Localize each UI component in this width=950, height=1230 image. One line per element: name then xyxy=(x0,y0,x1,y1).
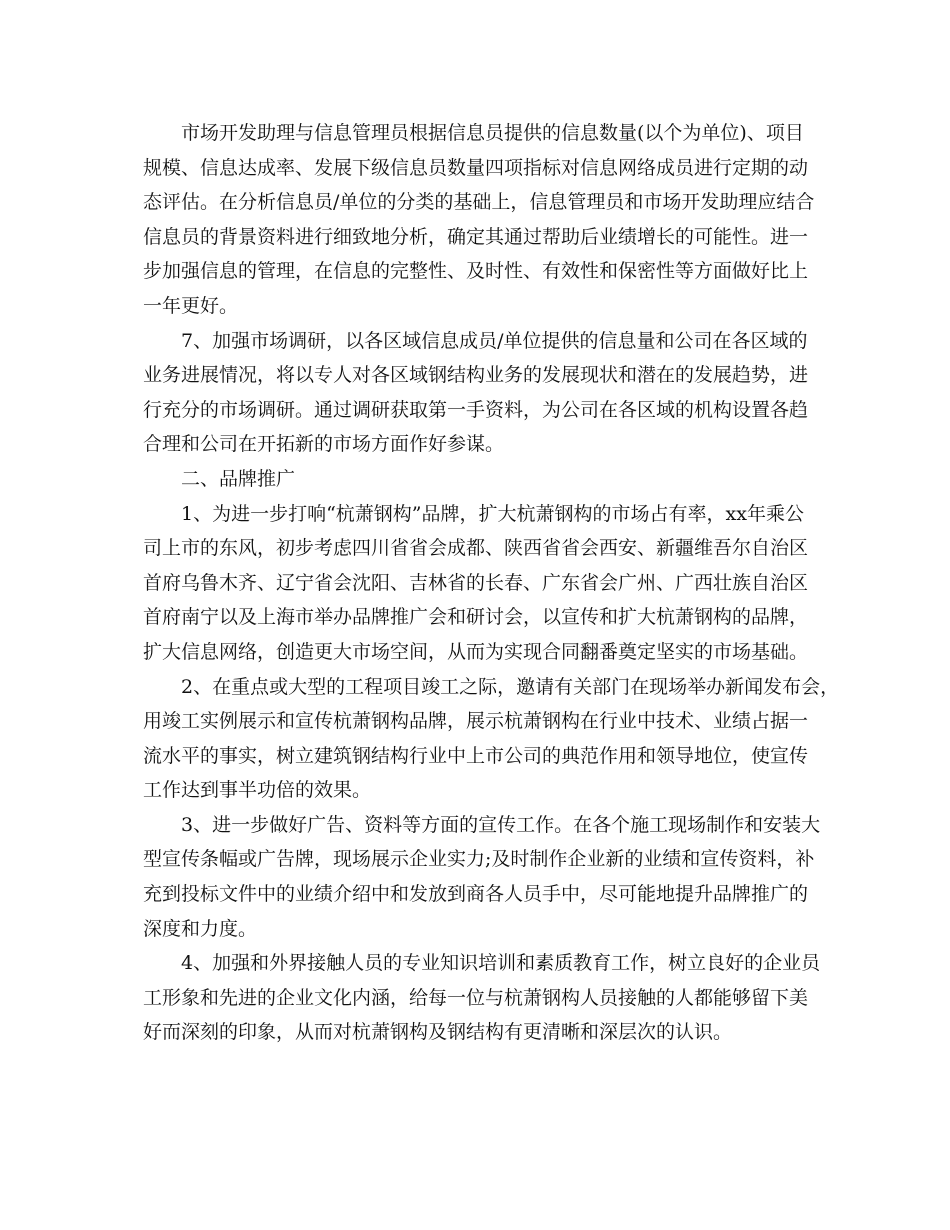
text-line: 信息员的背景资料进行细致地分析，确定其通过帮助后业绩增长的可能性。进一 xyxy=(143,225,809,248)
text-line: 步加强信息的管理，在信息的完整性、及时性、有效性和保密性等方面做好比上 xyxy=(143,260,809,283)
document-body xyxy=(143,116,840,1050)
text-line: 业务进展情况，将以专人对各区域钢结构业务的发展现状和潜在的发展趋势，进 xyxy=(143,364,809,387)
section-heading: 二、品牌推广 xyxy=(181,467,296,490)
text-line: 规模、信息达成率、发展下级信息员数量四项指标对信息网络成员进行定期的动 xyxy=(143,156,809,179)
text-line: 合理和公司在开拓新的市场方面作好参谋。 xyxy=(143,433,505,456)
text-line: 一年更好。 xyxy=(143,294,239,317)
text-line: 行充分的市场调研。通过调研获取第一手资料，为公司在各区域的机构设置各趋 xyxy=(143,398,809,421)
text-line: 司上市的东风，初步考虑四川省省会成都、陕西省省会西安、新疆维吾尔自治区 xyxy=(143,537,809,560)
text-line: 充到投标文件中的业绩介绍中和发放到商各人员手中，尽可能地提升品牌推广的 xyxy=(143,883,809,906)
text-line: 2、在重点或大型的工程项目竣工之际，邀请有关部门在现场举办新闻发布会， xyxy=(181,675,840,698)
section-heading-brand-promotion xyxy=(143,462,815,497)
text-line: 4、加强和外界接触人员的专业知识培训和素质教育工作，树立良好的企业员 xyxy=(181,952,821,975)
text-line: 用竣工实例展示和宣传杭萧钢构品牌，展示杭萧钢构在行业中技术、业绩占据一 xyxy=(143,710,809,733)
paragraph-brand-events xyxy=(143,497,815,670)
text-line: 深度和力度。 xyxy=(143,917,258,940)
text-line: 扩大信息网络，创造更大市场空间，从而为实现合同翻番奠定坚实的市场基础。 xyxy=(143,640,809,663)
text-line: 7、加强市场调研，以各区域信息成员/单位提供的信息量和公司在各区域的 xyxy=(181,329,808,352)
paragraph-market-research xyxy=(143,324,815,462)
paragraph-advertising xyxy=(143,808,821,946)
text-line: 流水平的事实，树立建筑钢结构行业中上市公司的典范作用和领导地位，使宣传 xyxy=(143,744,809,767)
text-line: 首府南宁以及上海市举办品牌推广会和研讨会，以宣传和扩大杭萧钢构的品牌， xyxy=(143,606,809,629)
paragraph-staff-training xyxy=(143,946,821,1050)
paragraph-press-conference xyxy=(143,670,840,808)
text-line: 工形象和先进的企业文化内涵，给每一位与杭萧钢构人员接触的人都能够留下美 xyxy=(143,986,809,1009)
text-line: 好而深刻的印象，从而对杭萧钢构及钢结构有更清晰和深层次的认识。 xyxy=(143,1021,733,1044)
text-line: 1、为进一步打响“杭萧钢构”品牌，扩大杭萧钢构的市场占有率，xx年乘公 xyxy=(181,502,804,525)
text-line: 首府乌鲁木齐、辽宁省会沈阳、吉林省的长春、广东省会广州、广西壮族自治区 xyxy=(143,571,809,594)
text-line: 市场开发助理与信息管理员根据信息员提供的信息数量(以个为单位)、项目 xyxy=(181,122,804,144)
text-line: 3、进一步做好广告、资料等方面的宣传工作。在各个施工现场制作和安装大 xyxy=(181,813,821,836)
paragraph-info-evaluation xyxy=(143,116,815,324)
text-line: 型宣传条幅或广告牌，现场展示企业实力;及时制作企业新的业绩和宣传资料，补 xyxy=(143,848,815,871)
text-line: 工作达到事半功倍的效果。 xyxy=(143,779,372,802)
text-line: 态评估。在分析信息员/单位的分类的基础上，信息管理员和市场开发助理应结合 xyxy=(143,191,815,214)
